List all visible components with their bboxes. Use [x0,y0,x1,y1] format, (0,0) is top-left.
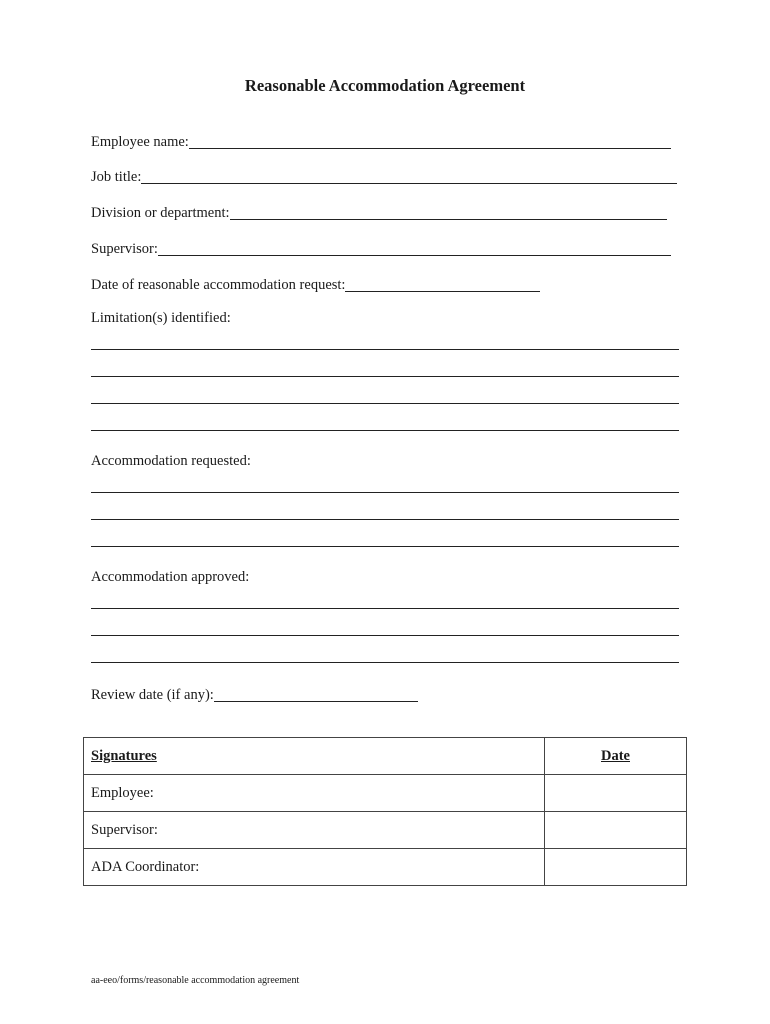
footer-path: aa-eeo/forms/reasonable accommodation agreement [91,975,300,986]
job-title-field [91,166,677,186]
review-date-input[interactable] [214,687,418,702]
limitations-label: Limitation(s) identified: [91,310,231,326]
table-row [84,812,687,849]
ada-coordinator-signature-cell[interactable]: ADA Coordinator: [84,849,545,886]
requested-line[interactable] [91,519,679,520]
review-date-label: Review date (if any): [91,687,214,703]
approved-line[interactable] [91,608,679,609]
employee-name-label: Employee name: [91,134,189,150]
employee-name-input[interactable] [189,134,671,149]
limitations-line[interactable] [91,349,679,350]
request-date-field [91,274,540,294]
supervisor-date-cell[interactable] [545,812,687,849]
supervisor-signature-cell[interactable]: Supervisor: [84,812,545,849]
job-title-label: Job title: [91,169,142,185]
employee-signature-cell[interactable]: Employee: [84,775,545,812]
ada-coordinator-date-cell[interactable] [545,849,687,886]
limitations-line[interactable] [91,376,679,377]
limitations-line[interactable] [91,403,679,404]
review-date-field [91,684,418,704]
signatures-header: Signatures [84,738,545,775]
table-row [84,849,687,886]
date-header: Date [545,738,687,775]
request-date-input[interactable] [345,277,540,292]
request-date-label: Date of reasonable accommodation request: [91,277,346,293]
approved-line[interactable] [91,635,679,636]
requested-line[interactable] [91,546,679,547]
signatures-header-row [84,738,687,775]
approved-label: Accommodation approved: [91,569,250,585]
supervisor-field [91,238,671,258]
table-row [84,775,687,812]
approved-line[interactable] [91,662,679,663]
signatures-table [83,737,687,886]
requested-label: Accommodation requested: [91,453,251,469]
division-input[interactable] [230,205,667,220]
division-field [91,202,667,222]
employee-name-field [91,131,671,151]
requested-line[interactable] [91,492,679,493]
division-label: Division or department: [91,205,230,221]
limitations-line[interactable] [91,430,679,431]
form-title: Reasonable Accommodation Agreement [244,76,526,95]
supervisor-label: Supervisor: [91,241,158,257]
job-title-input[interactable] [141,169,677,184]
supervisor-input[interactable] [158,241,671,256]
employee-date-cell[interactable] [545,775,687,812]
